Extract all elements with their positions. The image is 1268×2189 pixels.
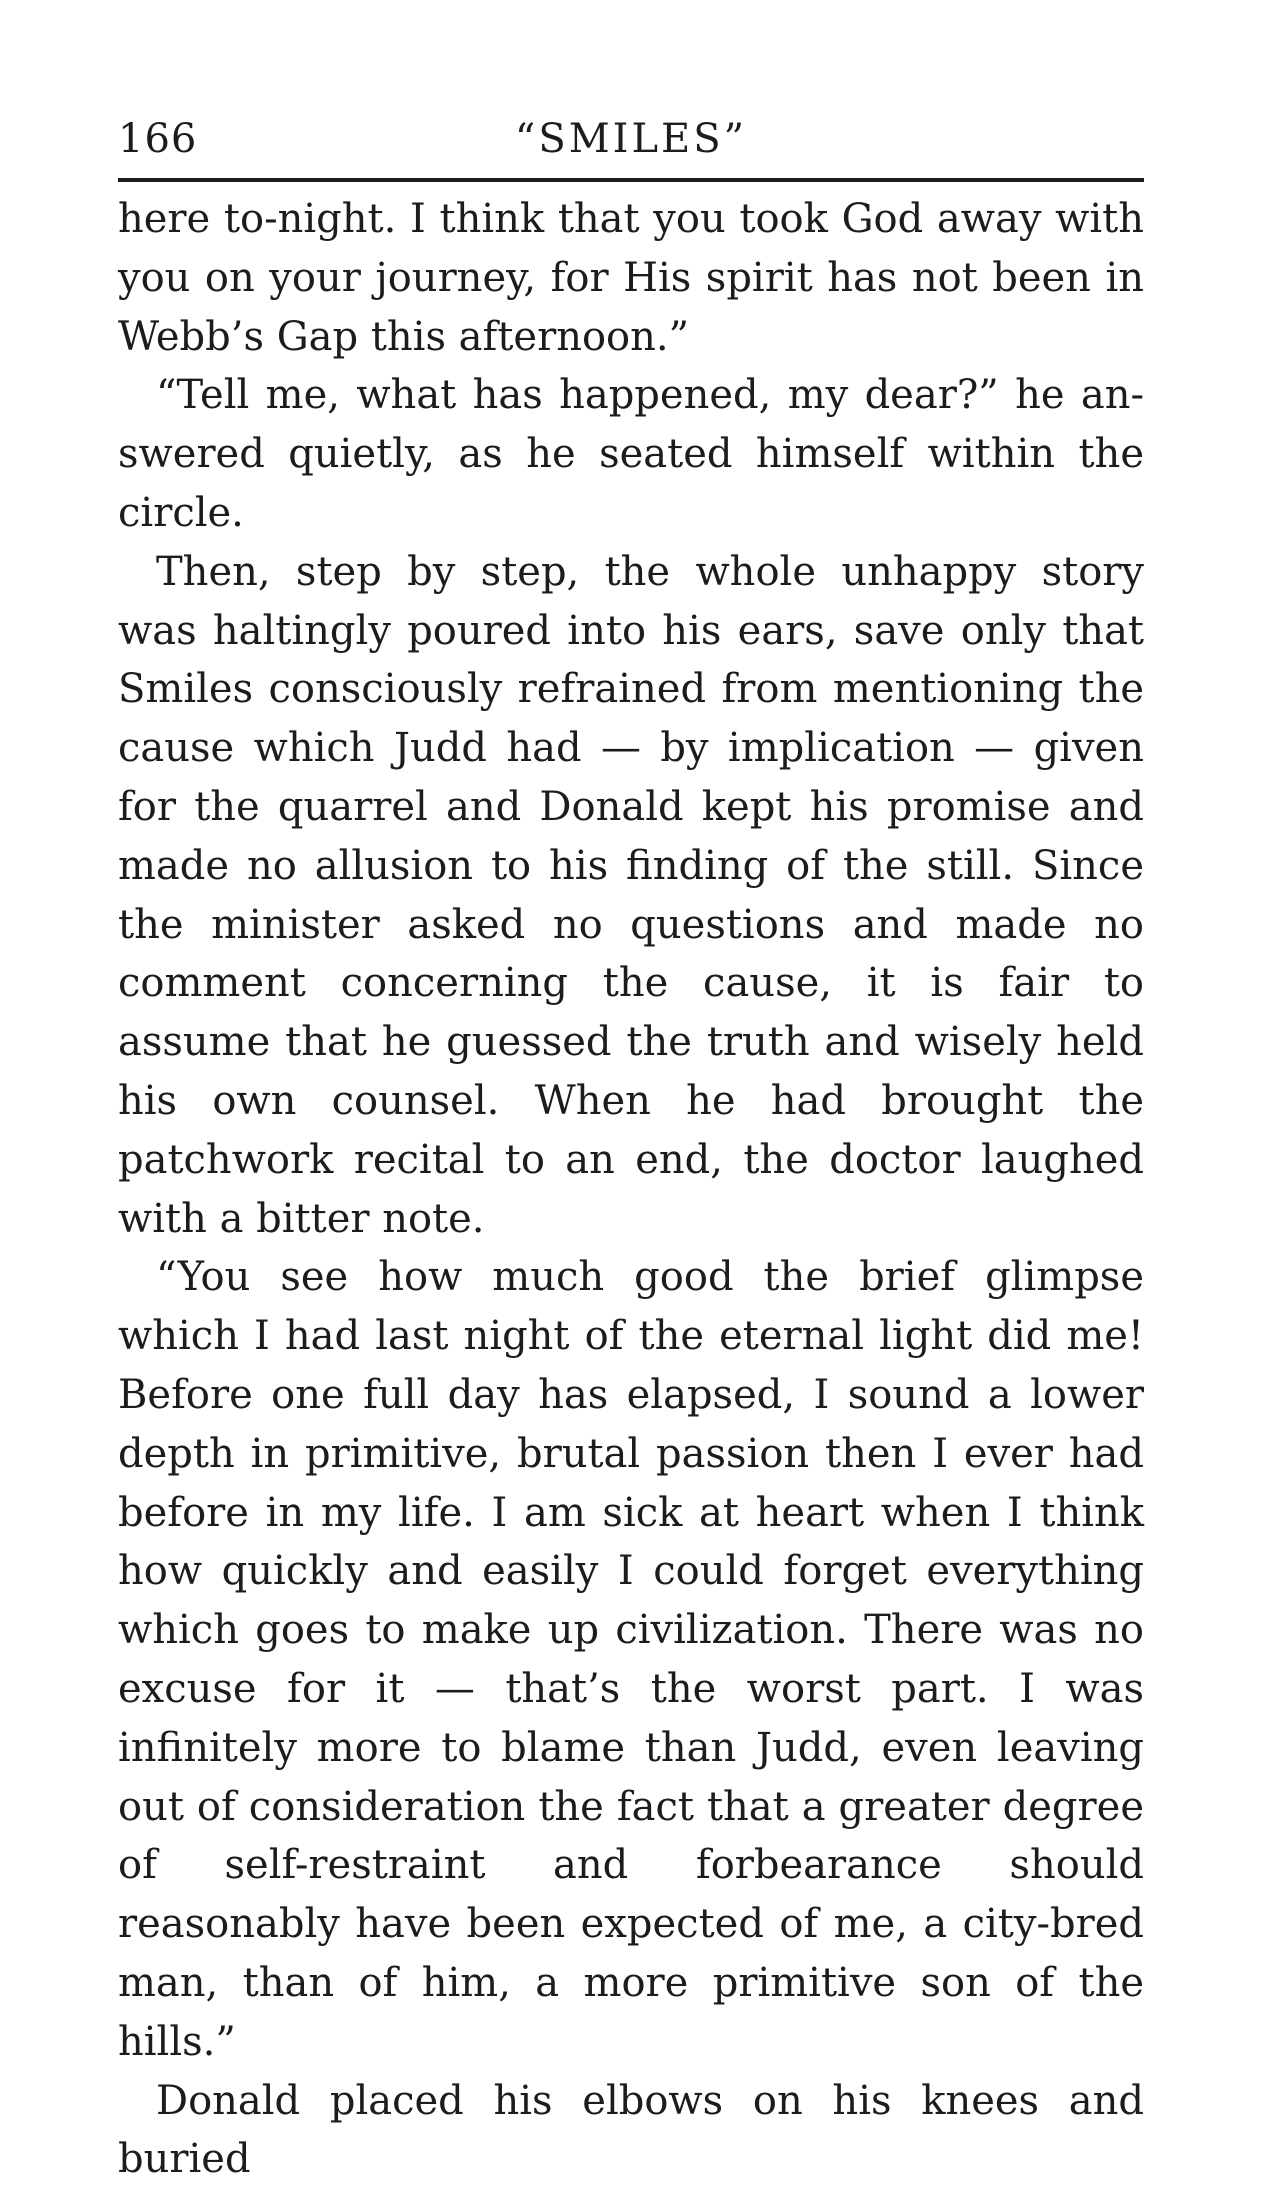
page-number: 166 — [118, 116, 197, 162]
paragraph: Donald placed his elbows on his knees and buried — [118, 2072, 1144, 2189]
header-rule — [118, 178, 1144, 182]
paragraph-continued: here to-night. I think that you took God away with you on your journey, for His spirit has not been in Webb’s Gap this afternoon.” — [118, 190, 1144, 366]
body-text — [118, 190, 1144, 2189]
book-page — [118, 108, 1144, 2189]
paragraph: “You see how much good the brief glimpse which I had last night of the eternal light did me! Before one full day has elapsed, I sound a lower depth in primitive, brutal passion then I ever had before in my life. I am sick at heart when I think how quickly and easily I could forget everything which goes to make up civilization. There was no excuse for it — that’s the worst part. I was infinitely more to blame than Judd, even leaving out of consideration the fact that a greater degree of self-restraint and forbearance should reasonably have been expected of me, a city-bred man, than of him, a more primitive son of the hills.” — [118, 1248, 1144, 2071]
paragraph: “Tell me, what has happened, my dear?” he answered quietly, as he seated himself within the circle. — [118, 366, 1144, 542]
running-head — [118, 108, 1144, 178]
running-title: “SMILES” — [118, 116, 1144, 162]
paragraph: Then, step by step, the whole unhappy story was haltingly poured into his ears, save only that Smiles consciously refrained from mentioning the cause which Judd had — by implication — given for the quarrel and Donald kept his promise and made no allusion to his finding of the still. Since the minister asked no questions and made no comment concerning the cause, it is fair to assume that he guessed the truth and wisely held his own counsel. When he had brought the patchwork recital to an end, the doctor laughed with a bitter note. — [118, 543, 1144, 1249]
